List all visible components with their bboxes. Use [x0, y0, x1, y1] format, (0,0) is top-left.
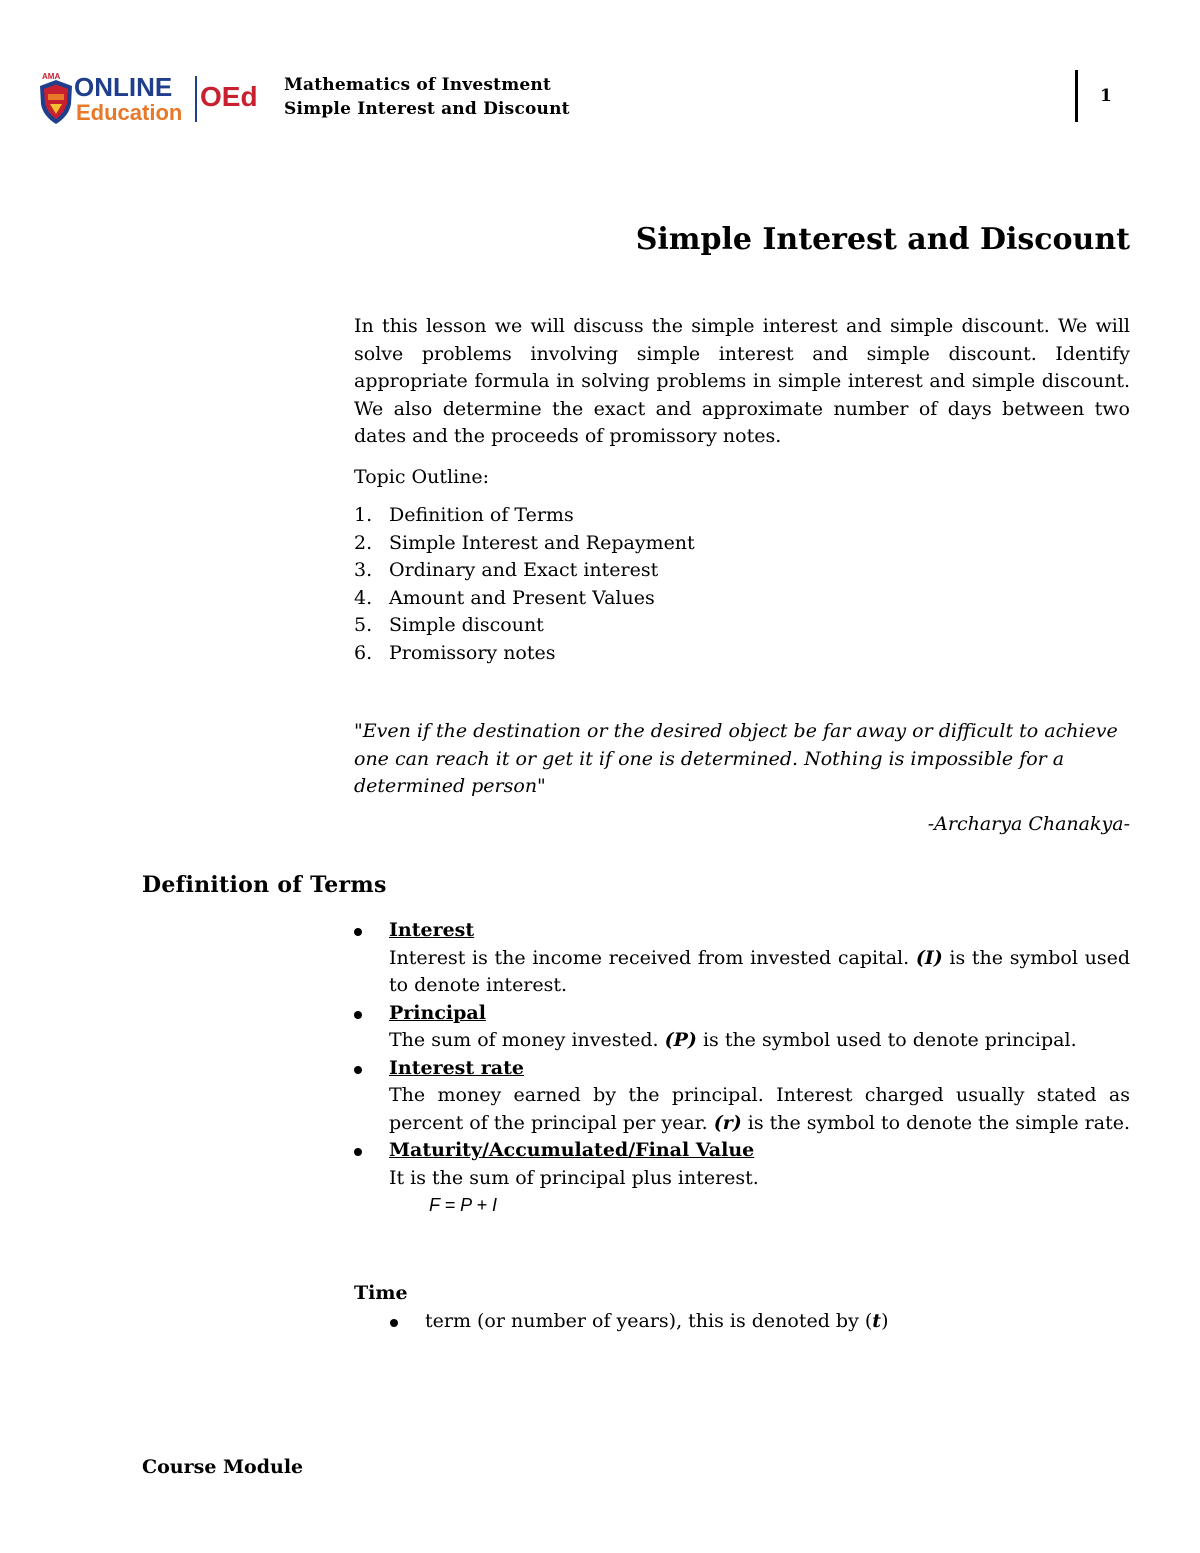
definition-item-maturity: [354, 1137, 1130, 1220]
outline-item: 1. Definition of Terms: [354, 504, 574, 526]
outline-item: 2. Simple Interest and Repayment: [354, 531, 695, 554]
header-course-info: [284, 73, 570, 121]
term-name: Interest: [389, 919, 475, 941]
time-list: [390, 1308, 888, 1336]
outline-item: 5. Simple discount: [354, 614, 544, 636]
term-description: It is the sum of principal plus interest.: [389, 1166, 759, 1189]
bullet-icon: [390, 1319, 398, 1327]
outline-item: 4. Amount and Present Values: [354, 586, 655, 609]
online-education-logo: [36, 70, 272, 126]
logo-online-text: ONLINE: [74, 72, 173, 102]
term-name: Maturity/Accumulated/Final Value: [389, 1139, 755, 1161]
bullet-icon: [354, 1066, 362, 1074]
term-description: Interest is the income received from invested capital. (I) is the symbol used to denote interest.: [389, 946, 1130, 996]
section-title-definitions: Definition of Terms: [142, 872, 387, 898]
outline-item: 6. Promissory notes: [354, 641, 556, 664]
logo-oed-text: OEd: [200, 81, 258, 112]
definition-item-interest: [354, 917, 1130, 1000]
topic-outline-heading: Topic Outline:: [354, 466, 490, 488]
maturity-formula: F = P + I: [429, 1195, 498, 1215]
header-divider: [1075, 70, 1078, 122]
page-number: 1: [1100, 86, 1112, 106]
intro-paragraph: In this lesson we will discuss the simple interest and simple discount. We will solve problems involving simple interest and simple discount. Identify appropriate formula in solving problems in simple interest and simple discount. We also determine the exact and approximate number of days between two dates and the proceeds of promissory notes.: [354, 315, 1130, 447]
bullet-icon: [354, 928, 362, 936]
svg-text:AMA: AMA: [42, 72, 61, 81]
term-description: The sum of money invested. (P) is the symbol used to denote principal.: [389, 1029, 1077, 1051]
term-description: The money earned by the principal. Interest charged usually stated as percent of the principal per year. (r) is the symbol to denote the simple rate.: [389, 1084, 1130, 1134]
header-course-title: Mathematics of Investment: [284, 75, 552, 95]
definition-item-interest-rate: [354, 1055, 1130, 1138]
time-item: term (or number of years), this is denoted by (t): [390, 1308, 888, 1336]
definitions-list: [354, 917, 1130, 1220]
page-title: Simple Interest and Discount: [635, 222, 1130, 257]
bullet-icon: [354, 1148, 362, 1156]
footer-course-module: Course Module: [142, 1456, 304, 1478]
term-name: Interest rate: [389, 1056, 524, 1079]
bullet-icon: [354, 1011, 362, 1019]
topic-outline-list: [354, 502, 1130, 667]
definition-item-principal: [354, 1000, 1130, 1055]
header-topic-title: Simple Interest and Discount: [284, 99, 570, 119]
time-heading: Time: [354, 1282, 408, 1304]
quote-author: -Archarya Chanakya-: [927, 813, 1130, 835]
term-name: Principal: [389, 1001, 486, 1024]
outline-item: 3. Ordinary and Exact interest: [354, 559, 659, 581]
logo-education-text: Education: [76, 100, 183, 125]
quote-text: "Even if the destination or the desired object be far away or difficult to achieve one can reach it or get it if one is determined. Nothing is impossible for a determined person": [354, 720, 1118, 797]
